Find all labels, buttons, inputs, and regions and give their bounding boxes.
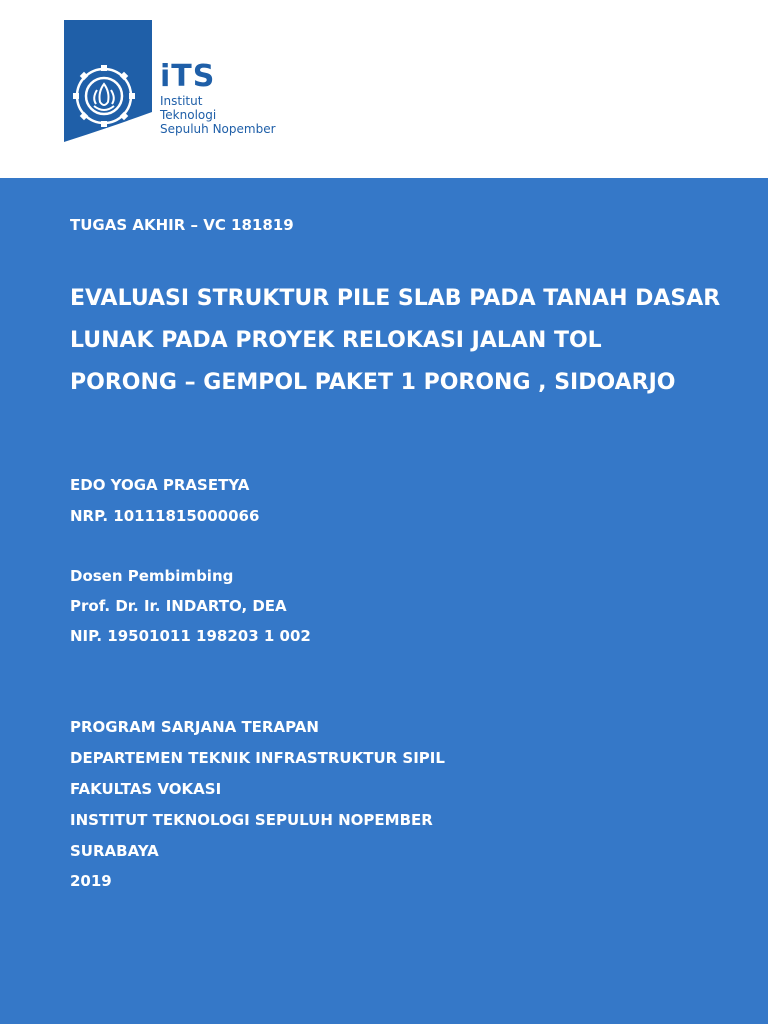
university: INSTITUT TEKNOLOGI SEPULUH NOPEMBER (70, 811, 433, 829)
logo-line-1: Institut (160, 94, 203, 108)
header (0, 0, 768, 178)
city: SURABAYA (70, 842, 159, 860)
title-line-2: LUNAK PADA PROYEK RELOKASI JALAN TOL (70, 328, 602, 353)
author-nrp: NRP. 10111815000066 (70, 507, 260, 525)
author-name: EDO YOGA PRASETYA (70, 476, 250, 494)
title-line-1: EVALUASI STRUKTUR PILE SLAB PADA TANAH DASAR (70, 286, 721, 311)
logo-line-2: Teknologi (160, 108, 217, 122)
its-emblem-icon (64, 20, 152, 142)
supervisor-name: Prof. Dr. Ir. INDARTO, DEA (70, 597, 287, 615)
logo-line-3: Sepuluh Nopember (160, 122, 276, 136)
title-line-3: PORONG – GEMPOL PAKET 1 PORONG , SIDOARJO (70, 370, 676, 395)
supervisor-nip: NIP. 19501011 198203 1 002 (70, 627, 311, 645)
logo-name: iTS (160, 59, 216, 94)
document-title (70, 278, 720, 404)
document-code: TUGAS AKHIR – VC 181819 (70, 216, 294, 234)
faculty: FAKULTAS VOKASI (70, 780, 222, 798)
supervisor-heading: Dosen Pembimbing (70, 567, 234, 585)
logo-text (160, 59, 276, 136)
cover-panel (0, 178, 768, 1024)
department: DEPARTEMEN TEKNIK INFRASTRUKTUR SIPIL (70, 749, 445, 767)
program: PROGRAM SARJANA TERAPAN (70, 718, 319, 736)
year: 2019 (70, 872, 112, 890)
